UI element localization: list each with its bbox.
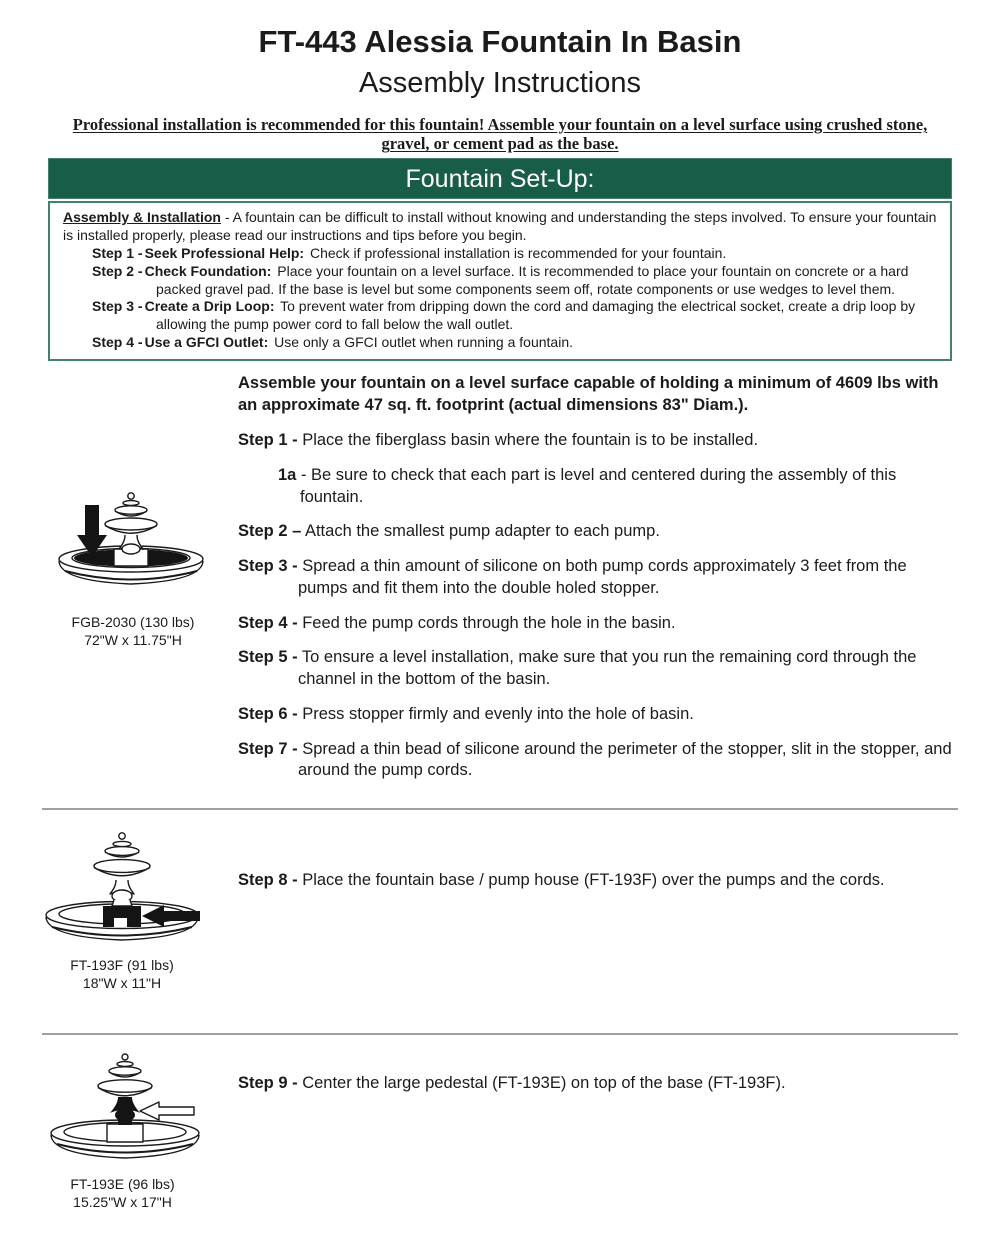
- step-text: Spread a thin bead of silicone around the perimeter of the stopper, slit in the stopper, and around the pump cords.: [298, 739, 952, 780]
- assembly-section: [0, 361, 1000, 782]
- setup-intro-label: Assembly & Installation: [63, 208, 221, 225]
- step-label: Step 8 -: [238, 871, 298, 890]
- figure-dimensions: 15.25"W x 17"H: [73, 1194, 172, 1211]
- step-label: Step 1 -: [238, 431, 298, 450]
- step-label: Step 7 -: [238, 739, 298, 758]
- setup-step-label: Step 3 -: [92, 298, 143, 315]
- installation-warning: [0, 115, 1000, 154]
- step-label: Step 2 –: [238, 522, 302, 541]
- left-arrow-outline-icon: [140, 1102, 194, 1120]
- step-label: Step 6 -: [238, 704, 298, 723]
- step-text: Center the large pedestal (FT-193E) on top of the base (FT-193F).: [302, 1074, 786, 1093]
- figure-base: [42, 830, 202, 992]
- pedestal-fountain-illustration: [45, 1051, 200, 1171]
- figure-part-number: FT-193E (96 lbs): [70, 1176, 175, 1193]
- step-text: Spread a thin amount of silicone on both pump cords approximately 3 feet from the pumps and fit them into the double holed stopper.: [298, 557, 907, 597]
- assembly-step-1a: [278, 465, 955, 509]
- setup-step-name: Check Foundation:: [144, 262, 272, 279]
- assembly-step-8: [238, 810, 955, 892]
- step-text: - Be sure to check that each part is level and centered during the assembly of this fountain.: [300, 465, 897, 506]
- assembly-step-9: [238, 1035, 955, 1095]
- setup-step-name: Use a GFCI Outlet:: [144, 334, 269, 351]
- setup-step-3: [92, 298, 937, 334]
- step-label: Step 3 -: [238, 557, 298, 576]
- figure-pedestal: [45, 1051, 200, 1211]
- assembly-step-4: [238, 613, 955, 635]
- setup-intro: [63, 209, 937, 245]
- step-text: Attach the smallest pump adapter to each pump.: [304, 522, 660, 541]
- setup-section: [48, 158, 952, 361]
- figure-caption: [55, 613, 211, 649]
- assembly-step-7: [238, 739, 955, 783]
- assembly-intro: Assemble your fountain on a level surface capable of holding a minimum of 4609 lbs with an approximate 47 sq. ft. footprint (actual dimensions 83" Diam.).: [238, 374, 939, 415]
- assembly-step-6: [238, 704, 955, 726]
- figure-part-number: FGB-2030 (130 lbs): [71, 614, 195, 631]
- figure-caption: [45, 1175, 200, 1211]
- page-title: FT-443 Alessia Fountain In Basin: [258, 24, 742, 59]
- figure-dimensions: 72"W x 11.75"H: [84, 632, 182, 649]
- setup-step-name: Seek Professional Help:: [144, 244, 305, 261]
- setup-banner: Fountain Set-Up:: [48, 158, 952, 199]
- step-text: To ensure a level installation, make sure that you run the remaining cord through the channel in the bottom of the basin.: [298, 648, 917, 689]
- step-label: Step 9 -: [238, 1074, 298, 1093]
- setup-step-2: [92, 263, 937, 299]
- page-subtitle: Assembly Instructions: [358, 66, 642, 99]
- warning-line-1: Professional installation is recommended for this fountain! Assemble your fountain on a level surface using crushed stone,: [72, 114, 928, 134]
- setup-step-label: Step 2 -: [92, 262, 143, 279]
- setup-step-text: To prevent water from dripping down the cord and damaging the electrical socket, create a drip loop by allowing the pump power cord to fall below the wall outlet.: [156, 298, 916, 333]
- header: [0, 0, 1000, 98]
- setup-step-4: [92, 334, 937, 352]
- assembly-step-5: [238, 647, 955, 691]
- base-fountain-illustration: [42, 830, 202, 952]
- basin-fountain-illustration: [55, 491, 211, 609]
- setup-box: [48, 201, 952, 361]
- setup-step-name: Create a Drip Loop:: [144, 298, 275, 315]
- setup-step-label: Step 1 -: [92, 244, 143, 261]
- setup-step-label: Step 4 -: [92, 334, 143, 351]
- setup-step-text: Use only a GFCI outlet when running a fountain.: [274, 334, 573, 351]
- figure-part-number: FT-193F (91 lbs): [70, 957, 174, 974]
- figure-basin: [55, 491, 211, 649]
- step-label: Step 4 -: [238, 613, 298, 632]
- step-text: Place the fountain base / pump house (FT-193F) over the pumps and the cords.: [302, 871, 885, 890]
- step-label: 1a: [278, 465, 297, 484]
- figure-caption: [42, 956, 202, 992]
- step-9-section: [0, 1035, 1000, 1250]
- step-text: Place the fiberglass basin where the fountain is to be installed.: [302, 431, 759, 450]
- setup-step-text: Check if professional installation is recommended for your fountain.: [309, 244, 727, 261]
- step-text: Feed the pump cords through the hole in the basin.: [302, 613, 676, 632]
- step-text: Press stopper firmly and evenly into the hole of basin.: [302, 704, 694, 723]
- setup-intro-text: - A fountain can be difficult to install without knowing and understanding the steps involved. To ensure your fountain is installed properly, please read our instructions and tips before you begin.: [63, 208, 937, 243]
- assembly-step-1: [238, 430, 955, 452]
- warning-line-2: gravel, or cement pad as the base.: [381, 134, 619, 154]
- step-label: Step 5 -: [238, 648, 298, 667]
- step-8-section: [0, 810, 1000, 1007]
- figure-dimensions: 18"W x 11"H: [82, 975, 162, 992]
- assembly-step-2: [238, 521, 955, 543]
- setup-step-text: Place your fountain on a level surface. It is recommended to place your fountain on concrete or a hard packed gravel pad. If the base is level but some components seem off, rotate components or use wedges to level them.: [156, 262, 909, 297]
- setup-step-1: [92, 245, 937, 263]
- assembly-step-3: [238, 556, 955, 600]
